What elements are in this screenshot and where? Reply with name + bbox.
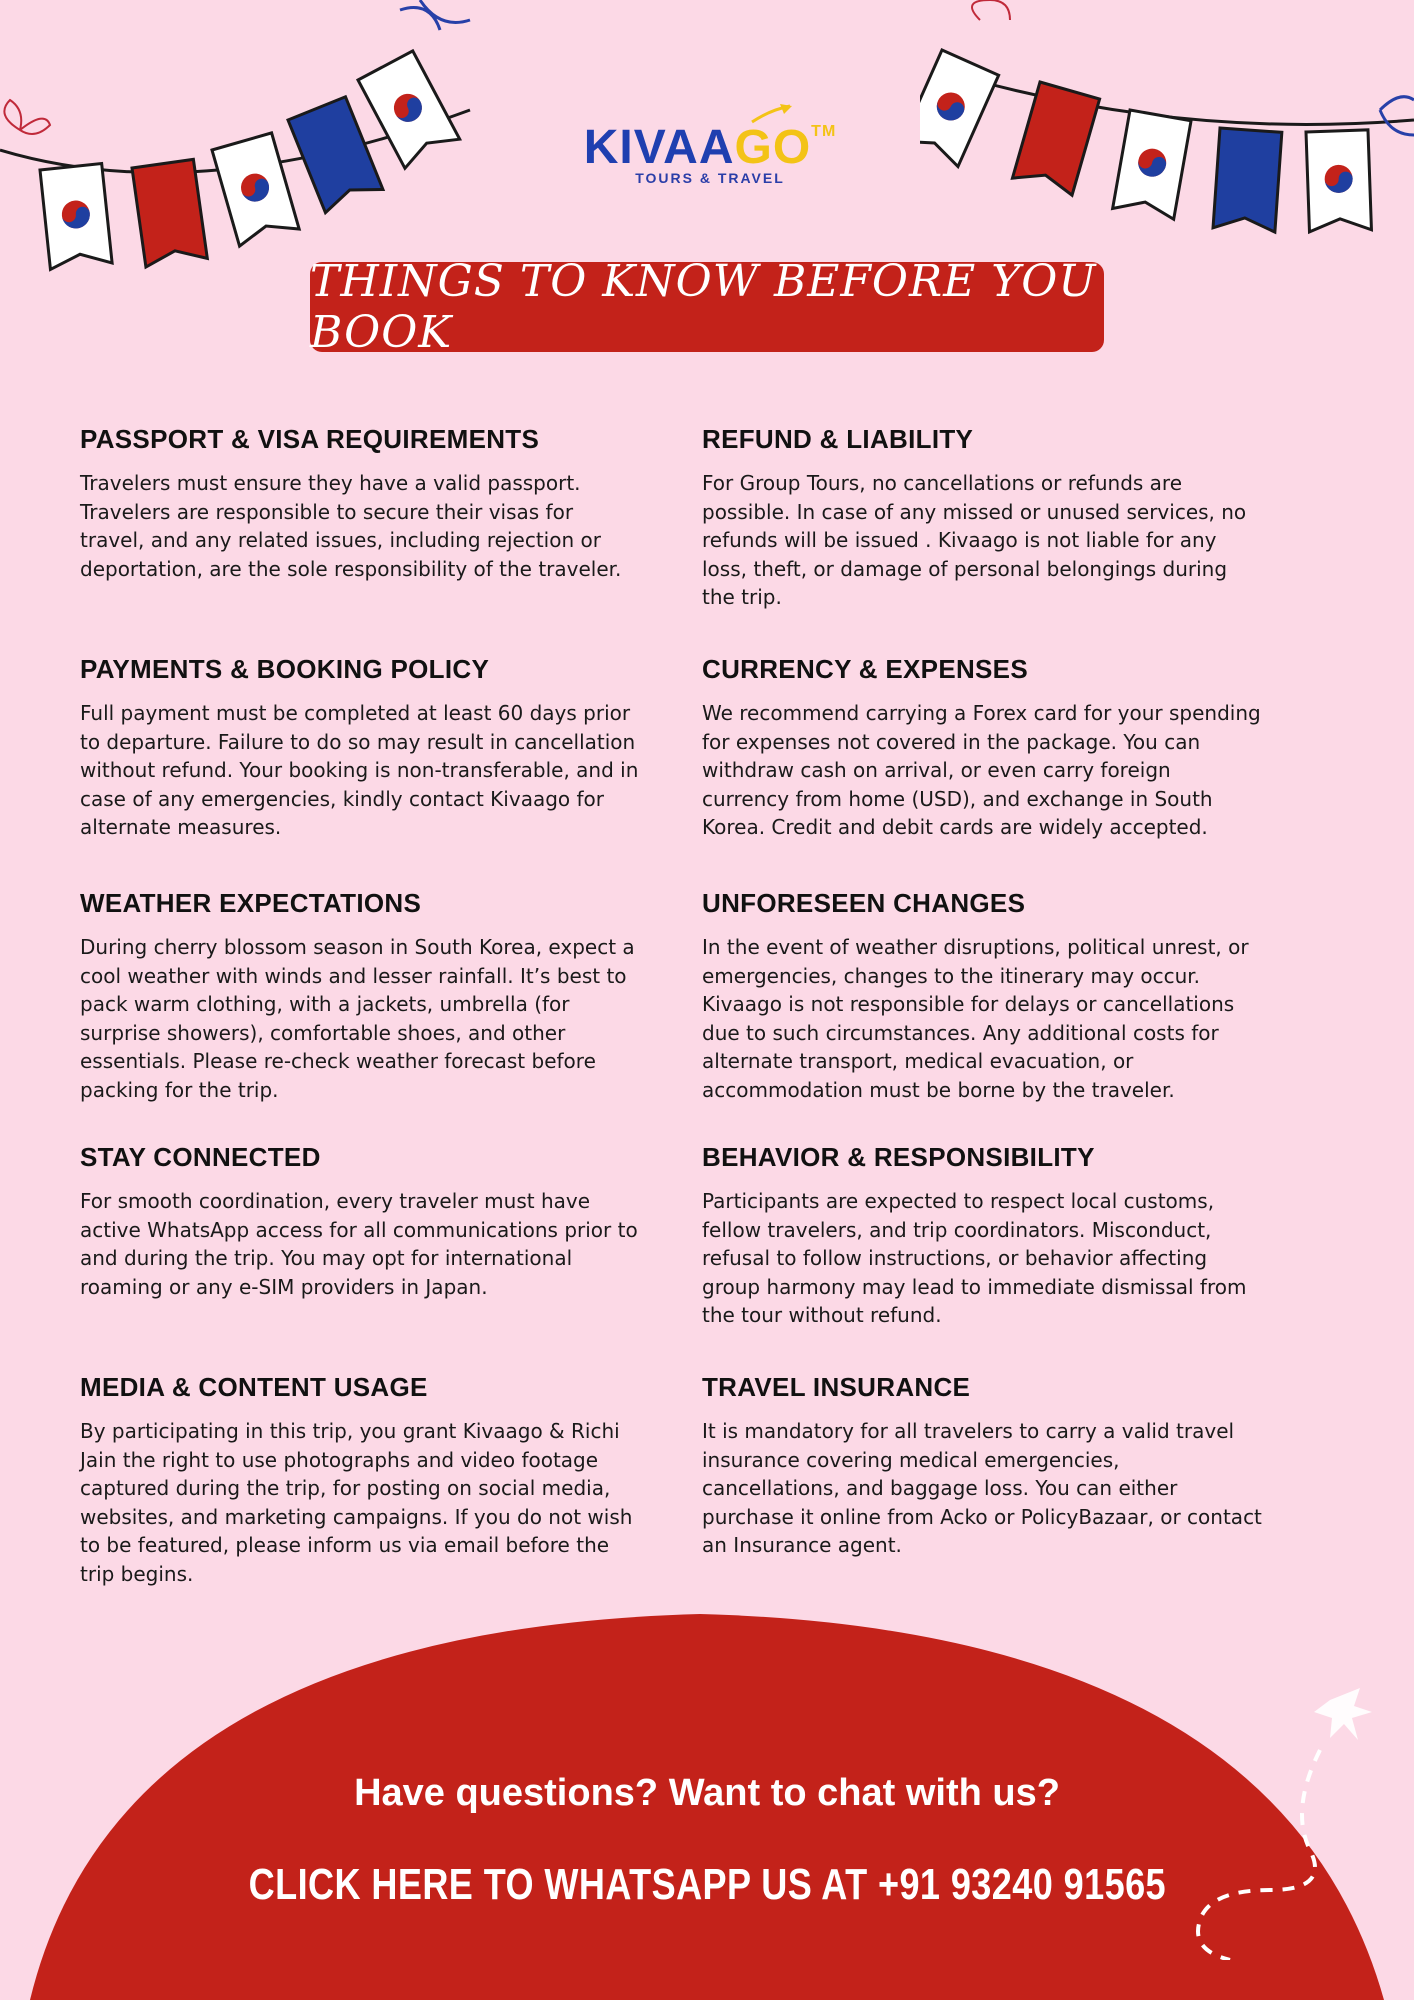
flag-bunting-left	[0, 0, 480, 290]
section-weather	[80, 888, 640, 1104]
section-payments-booking	[80, 654, 640, 842]
whatsapp-link[interactable]: CLICK HERE TO WHATSAPP US AT +91 93240 91565	[248, 1860, 1166, 1909]
section-heading: REFUND & LIABILITY	[702, 424, 974, 454]
section-body: In the event of weather disruptions, political unrest, or emergencies, changes to the itinerary may occur. Kivaago is not responsible for delays or cancellations due to such circumstances. Any additional costs for alternate transport, medical evacuation, or accommodation must be borne by the traveler.	[702, 935, 1249, 1102]
brand-tagline: TOURS & TRAVEL	[635, 170, 785, 186]
section-heading: BEHAVIOR & RESPONSIBILITY	[702, 1142, 1095, 1172]
flag-bunting-right	[920, 0, 1414, 260]
section-travel-insurance	[702, 1372, 1262, 1560]
section-body: During cherry blossom season in South Korea, expect a cool weather with winds and lesser rainfall. It’s best to pack warm clothing, with a jackets, umbrella (for surprise showers), comfortable shoes, and other essentials. Please re-check weather forecast before packing for the trip.	[80, 935, 635, 1102]
brand-name: KIVAAGO™	[583, 121, 837, 174]
section-behavior	[702, 1142, 1262, 1330]
section-refund-liability	[702, 424, 1262, 612]
section-heading: MEDIA & CONTENT USAGE	[80, 1372, 428, 1402]
airplane-trail-icon	[1180, 1660, 1414, 1960]
section-passport-visa	[80, 424, 640, 583]
section-heading: TRAVEL INSURANCE	[702, 1372, 971, 1402]
airplane-icon	[750, 102, 794, 126]
title-banner	[310, 256, 1104, 358]
section-body: Full payment must be completed at least 60 days prior to departure. Failure to do so may result in cancellation without refund. Your booking is non-transferable, and in case of any emergencies, kindly contact Kivaago for alternate measures.	[80, 701, 639, 839]
section-body: For smooth coordination, every traveler must have active WhatsApp access for all communications prior to and during the trip. You may opt for international roaming or any e-SIM providers in Japan.	[80, 1189, 638, 1299]
section-heading: UNFORESEEN CHANGES	[702, 888, 1026, 918]
cta-question: Have questions? Want to chat with us?	[354, 1772, 1060, 1814]
section-heading: PASSPORT & VISA REQUIREMENTS	[80, 424, 540, 454]
section-body: For Group Tours, no cancellations or refunds are possible. In case of any missed or unused services, no refunds will be issued . Kivaago is not liable for any loss, theft, or damage of personal belongings during the trip.	[702, 471, 1247, 609]
section-media-content	[80, 1372, 640, 1588]
section-unforeseen-changes	[702, 888, 1262, 1104]
section-heading: WEATHER EXPECTATIONS	[80, 888, 422, 918]
section-currency-expenses	[702, 654, 1262, 842]
section-body: Travelers must ensure they have a valid passport. Travelers are responsible to secure their visas for travel, and any related issues, including rejection or deportation, are the sole responsibility of the traveler.	[80, 471, 622, 581]
section-heading: CURRENCY & EXPENSES	[702, 654, 1028, 684]
section-heading: STAY CONNECTED	[80, 1142, 321, 1172]
section-body: Participants are expected to respect local customs, fellow travelers, and trip coordinators. Misconduct, refusal to follow instructions, or behavior affecting group harmony may lead to immediate dismissal from the tour without refund.	[702, 1189, 1247, 1327]
section-body: It is mandatory for all travelers to carry a valid travel insurance covering medical emergencies, cancellations, and baggage loss. You can either purchase it online from Acko or PolicyBazaar, or contact an Insurance agent.	[702, 1419, 1262, 1557]
section-stay-connected	[80, 1142, 640, 1301]
section-body: By participating in this trip, you grant Kivaago & Richi Jain the right to use photographs and video footage captured during the trip, for posting on social media, websites, and marketing campaigns. If you do not wish to be featured, please inform us via email before the trip begins.	[80, 1419, 633, 1586]
section-heading: PAYMENTS & BOOKING POLICY	[80, 654, 490, 684]
section-body: We recommend carrying a Forex card for your spending for expenses not covered in the package. You can withdraw cash on arrival, or even carry foreign currency from home (USD), and exchange in South Korea. Credit and debit cards are widely accepted.	[702, 701, 1261, 839]
page-title: THINGS TO KNOW BEFORE YOU BOOK	[310, 256, 1097, 358]
brand-logo	[580, 121, 840, 194]
